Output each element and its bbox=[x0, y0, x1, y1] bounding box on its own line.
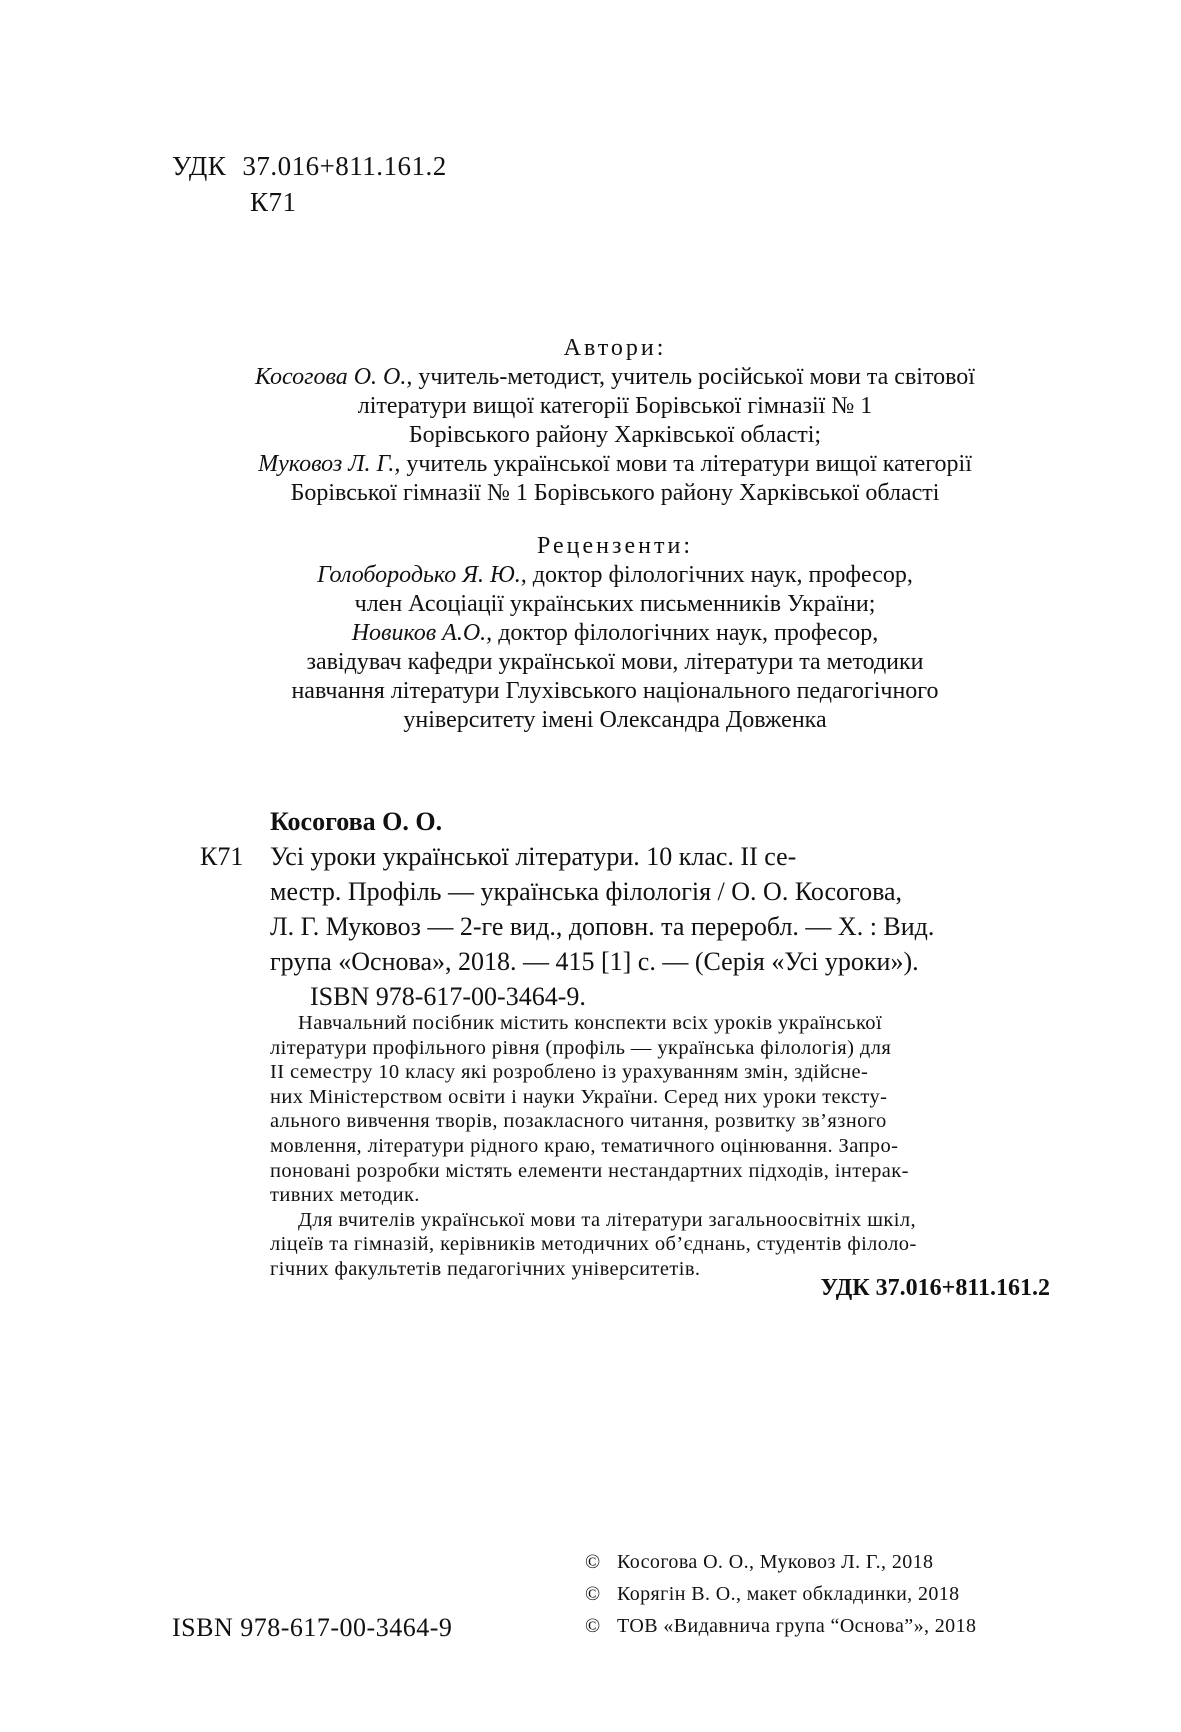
annotation-paragraph-2 bbox=[270, 1208, 1050, 1233]
author-1-desc: учитель-методист, учитель російської мови та світової bbox=[412, 364, 975, 390]
reviewer-2-line-4: університету імені Олександра Довженка bbox=[403, 707, 827, 733]
bib-line-4: група «Основа», 2018. — 415 [1] с. — (Серія «Усі уроки»). bbox=[270, 947, 919, 976]
reviewer-1-desc: доктор філологічних наук, професор, bbox=[526, 562, 913, 588]
copyright-text-3: ТОВ «Видавнича група “Основа”», 2018 bbox=[617, 1615, 977, 1637]
annotation-p2-line-2: ліцеїв та гімназій, керівників методичних об’єднань, студентів філоло- bbox=[270, 1233, 917, 1256]
annotation-p1-line-3: ІІ семестру 10 класу які розроблено із урахуванням змін, здійсне- bbox=[270, 1061, 869, 1084]
author-1-name: Косогова О. О., bbox=[255, 364, 413, 390]
reviewer-2-line-1 bbox=[150, 619, 1080, 648]
copyright-text-1: Косогова О. О., Муковоз Л. Г., 2018 bbox=[617, 1551, 934, 1573]
bib-line-2: местр. Профіль — українська філологія / О. О. Косогова, bbox=[270, 877, 903, 906]
bibliographic-record bbox=[200, 804, 1050, 1014]
author-2-line-1 bbox=[150, 450, 1080, 479]
udk-code: 37.016+811.161.2 bbox=[242, 151, 447, 181]
reviewer-2-line-2: завідувач кафедри української мови, літератури та методики bbox=[306, 649, 924, 675]
copyright-symbol: © bbox=[585, 1615, 601, 1637]
copyright-line-3 bbox=[585, 1610, 976, 1642]
annotation-paragraph-1 bbox=[270, 1011, 1050, 1036]
author-2-desc: учитель української мови та літератури вищої категорії bbox=[400, 451, 972, 477]
copyright-symbol: © bbox=[585, 1551, 601, 1573]
annotation-p1-line-1: Навчальний посібник містить конспекти всіх уроків української bbox=[298, 1012, 883, 1034]
author-2-line-2: Борівської гімназії № 1 Борівського району Харківської області bbox=[290, 480, 940, 506]
reviewers-section bbox=[150, 532, 1080, 735]
copyright-symbol: © bbox=[585, 1583, 601, 1605]
authors-section bbox=[150, 334, 1080, 508]
udk-header bbox=[172, 148, 447, 220]
bib-isbn: ISBN 978-617-00-3464-9. bbox=[310, 982, 586, 1011]
annotation-p1-line-7: поновані розробки містять елементи нестандартних підходів, інтерак- bbox=[270, 1159, 909, 1182]
copyright-text-2: Корягін В. О., макет обкладинки, 2018 bbox=[617, 1583, 960, 1605]
author-1-line-2: літератури вищої категорії Борівської гімназії № 1 bbox=[357, 393, 873, 419]
isbn-footer: ISBN 978-617-00-3464-9 bbox=[172, 1613, 453, 1642]
bib-code: К71 bbox=[200, 842, 244, 871]
bib-author: Косогова О. О. bbox=[270, 807, 443, 836]
author-2-name: Муковоз Л. Г., bbox=[258, 451, 401, 477]
annotation-p1-line-5: ального вивчення творів, позакласного читання, розвитку зв’язного bbox=[270, 1110, 887, 1133]
bib-line-1: Усі уроки української літератури. 10 клас. ІІ се- bbox=[270, 842, 797, 871]
copyright-block bbox=[585, 1546, 976, 1642]
udk-label: УДК bbox=[172, 151, 227, 181]
annotation-p1-line-6: мовлення, літератури рідного краю, тематичного оцінювання. Запро- bbox=[270, 1134, 899, 1157]
author-sign-code: К71 bbox=[250, 187, 297, 217]
annotation-p1-line-8: тивних методик. bbox=[270, 1184, 420, 1207]
reviewer-1-line-2: член Асоціації українських письменників України; bbox=[354, 591, 876, 617]
udk-footer: УДК 37.016+811.161.2 bbox=[820, 1275, 1050, 1301]
authors-heading: Автори: bbox=[563, 335, 667, 361]
reviewer-1-name: Голобородько Я. Ю., bbox=[317, 562, 527, 588]
annotation-p2-line-1: Для вчителів української мови та літератури загальноосвітніх шкіл, bbox=[298, 1208, 917, 1231]
reviewer-2-line-3: навчання літератури Глухівського національного педагогічного bbox=[291, 678, 939, 704]
annotation bbox=[270, 1011, 1050, 1282]
copyright-line-1 bbox=[585, 1546, 976, 1578]
annotation-p1-line-2: літератури профільного рівня (профіль — українська філологія) для bbox=[270, 1036, 892, 1059]
reviewer-2-name: Новиков А.О., bbox=[351, 620, 493, 646]
annotation-p1-line-4: них Міністерством освіти і науки України. Серед них уроки тексту- bbox=[270, 1085, 888, 1108]
bib-line-3: Л. Г. Муковоз — 2-ге вид., доповн. та переробл. — Х. : Вид. bbox=[270, 912, 935, 941]
annotation-p2-line-3: гічних факультетів педагогічних університетів. bbox=[270, 1257, 701, 1280]
copyright-line-2 bbox=[585, 1578, 976, 1610]
reviewer-1-line-1 bbox=[150, 561, 1080, 590]
bib-description bbox=[200, 839, 1050, 979]
reviewer-2-desc: доктор філологічних наук, професор, bbox=[492, 620, 879, 646]
author-1-line-1 bbox=[150, 363, 1080, 392]
reviewers-heading: Рецензенти: bbox=[537, 533, 693, 559]
author-1-line-3: Борівського району Харківської області; bbox=[408, 422, 822, 448]
